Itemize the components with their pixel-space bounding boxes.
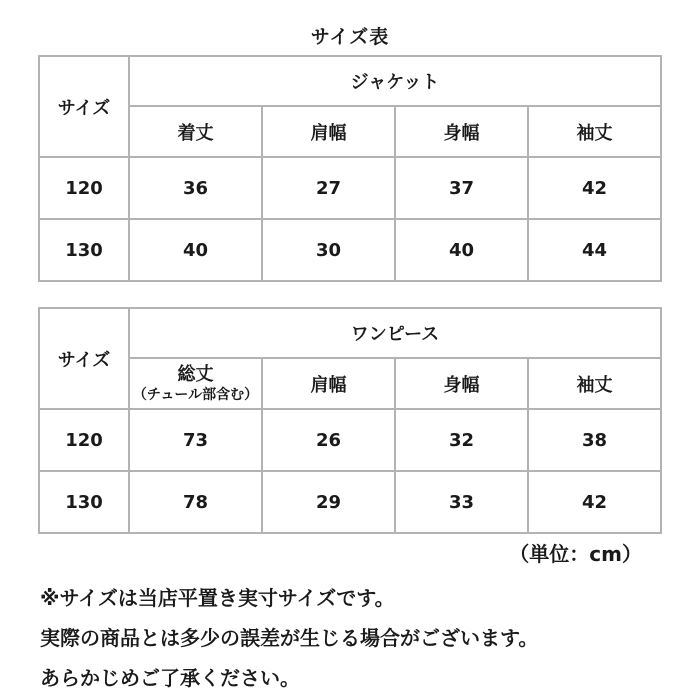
table-cell: 26 [262, 409, 395, 471]
column-header-total-length [129, 358, 262, 409]
column-header-shoulder: 肩幅 [262, 106, 395, 157]
column-header-note: （チュール部含む） [132, 386, 259, 403]
column-header-sleeve: 袖丈 [528, 358, 661, 409]
table-cell: 27 [262, 157, 395, 219]
page-title: サイズ表 [310, 26, 390, 48]
column-header-label: 総丈 [177, 363, 214, 385]
table-cell: 42 [528, 471, 661, 533]
column-header-chest: 身幅 [395, 106, 528, 157]
table-cell: 38 [528, 409, 661, 471]
table-row [39, 471, 661, 533]
column-header-chest: 身幅 [395, 358, 528, 409]
table-row [39, 409, 661, 471]
size-header-cell: サイズ [39, 308, 129, 409]
table-cell: 44 [528, 219, 661, 281]
note-line: 実際の商品とは多少の誤差が生じる場合がございます。 [40, 626, 539, 650]
row-size-label: 120 [39, 157, 129, 219]
table-row [39, 219, 661, 281]
table-cell: 40 [129, 219, 262, 281]
row-size-label: 130 [39, 219, 129, 281]
column-header-sleeve: 袖丈 [528, 106, 661, 157]
table-cell: 78 [129, 471, 262, 533]
table-cell: 30 [262, 219, 395, 281]
table-cell: 32 [395, 409, 528, 471]
column-header-shoulder: 肩幅 [262, 358, 395, 409]
note-line: あらかじめご了承ください。 [40, 666, 300, 690]
size-header-cell: サイズ [39, 56, 129, 157]
column-header-length: 着丈 [129, 106, 262, 157]
dress-size-table [38, 307, 662, 534]
table-cell: 40 [395, 219, 528, 281]
table-cell: 29 [262, 471, 395, 533]
table-cell: 37 [395, 157, 528, 219]
dress-group-header: ワンピース [129, 308, 661, 358]
jacket-group-header: ジャケット [129, 56, 661, 106]
notes-block [40, 578, 680, 698]
table-row [39, 157, 661, 219]
jacket-size-table [38, 55, 662, 282]
table-cell: 33 [395, 471, 528, 533]
note-line: ※サイズは当店平置き実寸サイズです。 [40, 586, 395, 610]
table-cell: 36 [129, 157, 262, 219]
table-cell: 42 [528, 157, 661, 219]
unit-label: （単位：cm） [509, 542, 642, 566]
row-size-label: 120 [39, 409, 129, 471]
row-size-label: 130 [39, 471, 129, 533]
table-cell: 73 [129, 409, 262, 471]
